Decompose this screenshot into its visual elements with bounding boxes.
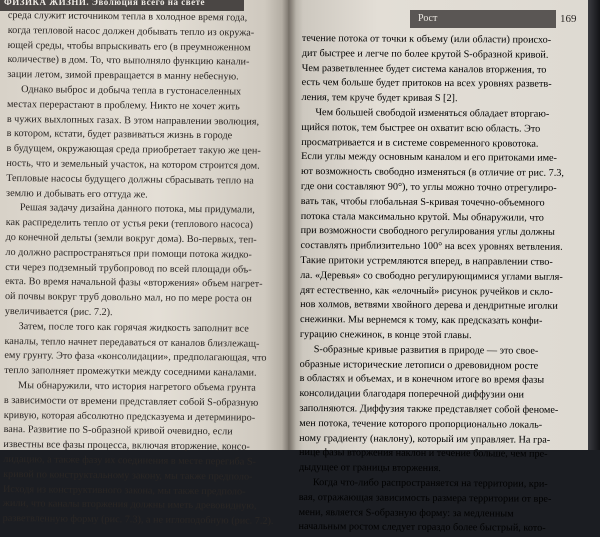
running-header-left: ФИЗИКА ЖИЗНИ. Эволюция всего на свете bbox=[0, 0, 244, 11]
text-line: до конечной дельты (земли вокруг дома). Во-первых, теп- bbox=[5, 231, 257, 246]
text-line: лидацию, а также фазу их соединения в месте перегиба S- bbox=[3, 453, 256, 468]
text-line: как распределить тепло от устья реки (теплового насоса) bbox=[5, 217, 253, 231]
text-line: потока стала максимально крутой. Мы обнаружили, что bbox=[300, 210, 544, 224]
text-line: начальным ростом следует гораздо более быстрый, кото- bbox=[298, 521, 546, 535]
text-line: в чужих выхлопных газах. В этом направлении эволюция, bbox=[6, 113, 260, 128]
text-line: просматривается и в системе современного кровотока. bbox=[301, 136, 539, 150]
text-line: Однако выброс и добыча тепла в густонаселенных bbox=[21, 84, 242, 98]
text-line: вать так, чтобы глобальная S-кривая точечно-объемного bbox=[300, 195, 545, 209]
text-line: в будущем, окружающая среда приобретает такую же цен- bbox=[6, 143, 261, 157]
text-line: вая, отражающая зависимость размера территории от вре- bbox=[298, 491, 552, 505]
text-line: консолидации благодаря поперечной диффузии они bbox=[299, 388, 525, 401]
running-header-right: Рост bbox=[410, 10, 556, 28]
text-line: Тепловые насосы будущего должны сбрасывать тепло на bbox=[6, 172, 254, 187]
text-line: среда служит источником тепла в холодное время года, bbox=[7, 9, 248, 24]
text-line: в зависимости от времени представляет собой S-образную bbox=[3, 394, 259, 409]
text-line: в котором, кстати, будет развиваться жизнь в городе bbox=[6, 128, 233, 142]
text-line: зации летом, зимой превращается в манну небесную. bbox=[7, 69, 239, 83]
text-line: известны все фазы процесса, включая вторжение, консо- bbox=[3, 439, 250, 453]
text-line: щийся поток, тем быстрее он охватит всю область. Это bbox=[301, 121, 541, 135]
text-line: Если углы между основным каналом и его притоками име- bbox=[301, 151, 558, 165]
text-line: кривую, которая абсолютно предсказуема и детерминиро- bbox=[3, 409, 256, 424]
text-line: увеличивается (рис. 7.2). bbox=[4, 305, 113, 319]
text-line: Исходя из конструктивного закона, мы также предполо- bbox=[2, 483, 246, 498]
text-line: мени, является S-образную форму: за медленным bbox=[298, 506, 514, 519]
text-line: ность, что и земельный участок, на котором строится дом. bbox=[6, 157, 260, 172]
text-line: ло должно распространяться при помощи потока жидко- bbox=[5, 246, 252, 261]
text-line: снежинки. Мы вернемся к тому, как предсказать конфи- bbox=[299, 314, 543, 327]
text-line: сти через подземный трубопровод по всей площади объ- bbox=[5, 261, 252, 276]
text-line: дыдущее от границы вторжения. bbox=[298, 462, 441, 475]
text-line: Чем разветвленнее будет система каналов вторжения, то bbox=[301, 62, 547, 76]
text-line: каналы, тепло начнет передаваться от каналов близлежащ- bbox=[4, 335, 260, 350]
text-line: в областях и объемах, и в конечном итоге во время фазы bbox=[299, 373, 545, 387]
text-line: заполняются. Диффузия также представляет собой феноме- bbox=[299, 402, 559, 416]
text-line: ному градиенту (наклону), который им управляет. На гра- bbox=[299, 432, 551, 446]
text-line: разветвленную форму (рис. 7.3), а не иглоподобную (рис. 7.2). bbox=[2, 513, 274, 527]
text-line: Когда что-либо распространяется на территории, кри- bbox=[312, 476, 548, 490]
left-page bbox=[0, 0, 288, 527]
text-line: ют возможность свободно изменяться (в отличие от рис. 7.3, bbox=[300, 166, 564, 180]
text-line: нов холмов, ветвями хвойного дерева и дендритные иголки bbox=[300, 299, 558, 313]
text-line: ему грунту. Это фаза «консолидации», предполагающая, что bbox=[4, 350, 267, 365]
text-line: Решая задачу дизайна данного потока, мы придумали, bbox=[19, 202, 255, 216]
text-line: местах перерастают в проблему. Никто не хочет жить bbox=[6, 98, 240, 113]
text-line: нице фазы вторжения наклон и течение больше, чем пре- bbox=[299, 447, 548, 461]
book-gutter bbox=[282, 0, 296, 450]
text-line: жили, что каналы вторжения должны иметь древовидную, bbox=[2, 498, 257, 512]
text-line: образные исторические летописи о древовидном росте bbox=[299, 358, 539, 372]
text-line: мен потока, течение которого пропорционально локаль- bbox=[299, 417, 543, 431]
text-line: ой почвы вокруг труб довольно мал, но по мере роста он bbox=[4, 291, 252, 305]
text-line: количестве) в дом. То, что выполняло функцию канали- bbox=[7, 54, 250, 68]
text-line: ления, тем круче будет кривая S [2]. bbox=[301, 92, 458, 105]
text-line: землю и добывать его оттуда же. bbox=[6, 187, 148, 201]
text-line: вана. Развитие по S-образной кривой очевидно, если bbox=[3, 424, 233, 438]
text-line: Такие притоки устремляются вперед, в направлении ство- bbox=[300, 254, 553, 268]
text-line: Чем большей свободой изменяться обладает вторгаю- bbox=[315, 107, 550, 120]
text-line: гурацию снежинок, в конце этой главы. bbox=[299, 328, 472, 342]
text-line: Затем, после того как горячая жидкость заполнит все bbox=[18, 320, 249, 335]
text-line: екта. Во время начальной фазы «вторжения» объем нагрет- bbox=[5, 276, 263, 291]
text-line: S-образные кривые развития в природе — это свое- bbox=[313, 343, 539, 357]
text-line: при возможности свободного регулирования углы должны bbox=[300, 225, 555, 239]
page-number: 169 bbox=[560, 13, 577, 25]
text-line: есть чем больше будет притоков на всех уровнях разветв- bbox=[301, 77, 552, 91]
text-line: Мы обнаружили, что история нагретого объема грунта bbox=[17, 380, 256, 394]
text-line: дит быстрее и легче по более крутой S-образной кривой. bbox=[301, 47, 549, 61]
text-line: где они составляют 90°), то углы можно точно отрегулиро- bbox=[300, 180, 557, 194]
page-edge-shadow bbox=[588, 0, 600, 450]
text-line: течение потока от точки к объему (или области) происхо- bbox=[301, 32, 552, 46]
text-line: составлять приблизительно 100° на всех уровнях ветвления. bbox=[300, 240, 563, 253]
text-line: кривой по конструктальному закону, мы также предполо- bbox=[3, 468, 253, 483]
left-page-body bbox=[3, 9, 274, 530]
text-line: ла. «Деревья» со свободно регулирующимися углами выгля- bbox=[300, 269, 563, 283]
text-line: тепло заполняет промежутки между соседними каналами. bbox=[4, 365, 257, 379]
text-line: дят естественно, как «елочный» рисунок ручейков и скло- bbox=[300, 284, 553, 298]
right-page-body bbox=[298, 32, 582, 537]
text-line: ющей среды, чтобы впрыскивать его (в преумноженном bbox=[7, 39, 251, 54]
text-line: когда тепловой насос должен добывать тепло из окружа- bbox=[7, 24, 255, 39]
